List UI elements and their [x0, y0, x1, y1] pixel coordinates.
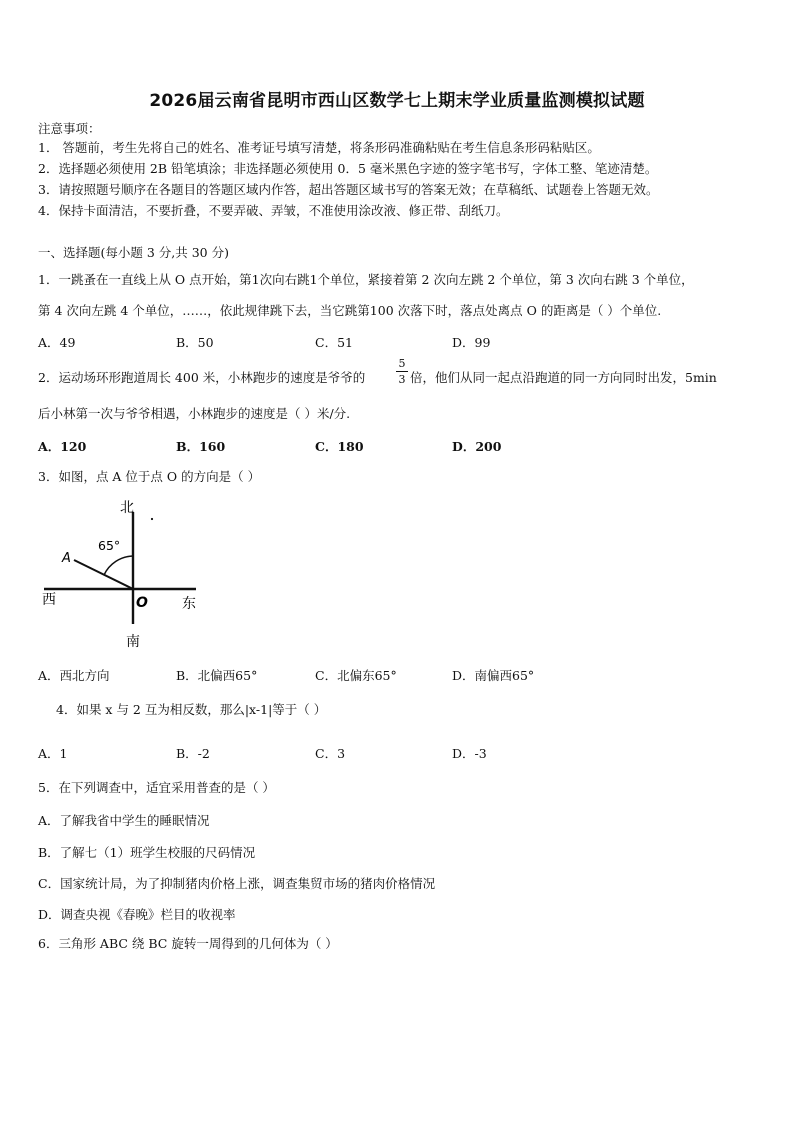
- option-a[interactable]: A．49: [38, 335, 76, 350]
- west-label: 西: [42, 592, 56, 608]
- south-label: 南: [126, 634, 140, 650]
- question-6-line: 6．三角形 ABC 绕 BC 旋转一周得到的几何体为（ ）: [38, 936, 338, 951]
- east-label: 东: [182, 596, 196, 612]
- option-c[interactable]: C．180: [315, 439, 364, 454]
- option-d[interactable]: D．调查央视《春晚》栏目的收视率: [38, 907, 236, 922]
- section-heading: 一、选择题(每小题 3 分,共 30 分): [38, 245, 229, 260]
- notice-item: 4．保持卡面清洁，不要折叠，不要弄破、弄皱，不准使用涂改液、修正带、刮纸刀。: [38, 203, 509, 218]
- option-b[interactable]: B．50: [176, 335, 214, 350]
- fraction-denominator: 3: [398, 373, 406, 386]
- mark-dot: [151, 518, 153, 520]
- point-a-label: A: [62, 551, 71, 566]
- option-d[interactable]: D．99: [452, 335, 491, 350]
- page-title: 2026届云南省昆明市西山区数学七上期末学业质量监测模拟试题: [149, 91, 645, 111]
- option-c[interactable]: C．国家统计局，为了抑制猪肉价格上涨，调查集贸市场的猪肉价格情况: [38, 876, 436, 891]
- option-b[interactable]: B．了解七（1）班学生校服的尺码情况: [38, 845, 256, 860]
- question-5-line: 5．在下列调查中，适宜采用普查的是（ ）: [38, 780, 275, 795]
- option-b[interactable]: B．160: [176, 439, 226, 454]
- north-label: 北: [120, 500, 134, 516]
- notice-heading: 注意事项：: [38, 121, 101, 136]
- question-2-line-1-end: 倍，他们从同一起点沿跑道的同一方向同时出发，5min: [410, 370, 717, 385]
- question-1-line-1: 1．一跳蚤在一直线上从 O 点开始，第1次向右跳1个单位，紧接着第 2 次向左跳 2 个单位，第 3 次向右跳 3 个单位，: [38, 272, 694, 287]
- notice-item: 1． 答题前，考生先将自己的姓名、准考证号填写清楚，将条形码准确粘贴在考生信息条形码粘贴区。: [38, 140, 600, 155]
- question-3-line: 3．如图，点 A 位于点 O 的方向是（ ）: [38, 469, 261, 484]
- fraction-numerator: 5: [398, 357, 406, 370]
- option-a[interactable]: A．120: [38, 439, 87, 454]
- fraction: [396, 357, 408, 386]
- option-d[interactable]: D．-3: [452, 746, 487, 761]
- angle-arc: [104, 556, 133, 575]
- option-b[interactable]: B．-2: [176, 746, 210, 761]
- point-o-label: O: [136, 595, 148, 611]
- notice-item: 2．选择题必须使用 2B 铅笔填涂；非选择题必须使用 0．5 毫米黑色字迹的签字笔书写，字体工整、笔迹清楚。: [38, 161, 658, 176]
- option-c[interactable]: C．3: [315, 746, 346, 761]
- angle-label: 65°: [98, 538, 121, 553]
- option-a[interactable]: A．1: [38, 746, 68, 761]
- fraction-bar: [396, 371, 408, 372]
- question-4-line: 4．如果 x 与 2 互为相反数，那么|x-1|等于（ ）: [56, 702, 327, 717]
- option-c[interactable]: C．北偏东65°: [315, 668, 397, 683]
- option-c[interactable]: C．51: [315, 335, 353, 350]
- question-2-line-1-start: 2．运动场环形跑道周长 400 米，小林跑步的速度是爷爷的: [38, 370, 366, 385]
- option-b[interactable]: B．北偏西65°: [176, 668, 258, 683]
- direction-figure: [36, 494, 226, 654]
- option-d[interactable]: D．200: [452, 439, 502, 454]
- option-a[interactable]: A．西北方向: [38, 668, 110, 683]
- option-a[interactable]: A．了解我省中学生的睡眠情况: [38, 813, 210, 828]
- option-d[interactable]: D．南偏西65°: [452, 668, 535, 683]
- notice-item: 3．请按照题号顺序在各题目的答题区域内作答，超出答题区域书写的答案无效；在草稿纸、试题卷上答题无效。: [38, 182, 659, 197]
- question-2-line-2: 后小林第一次与爷爷相遇，小林跑步的速度是（ ）米/分.: [38, 406, 351, 421]
- question-1-line-2: 第 4 次向左跳 4 个单位，……，依此规律跳下去，当它跳第100 次落下时，落点处离点 O 的距离是（ ）个单位.: [38, 303, 662, 318]
